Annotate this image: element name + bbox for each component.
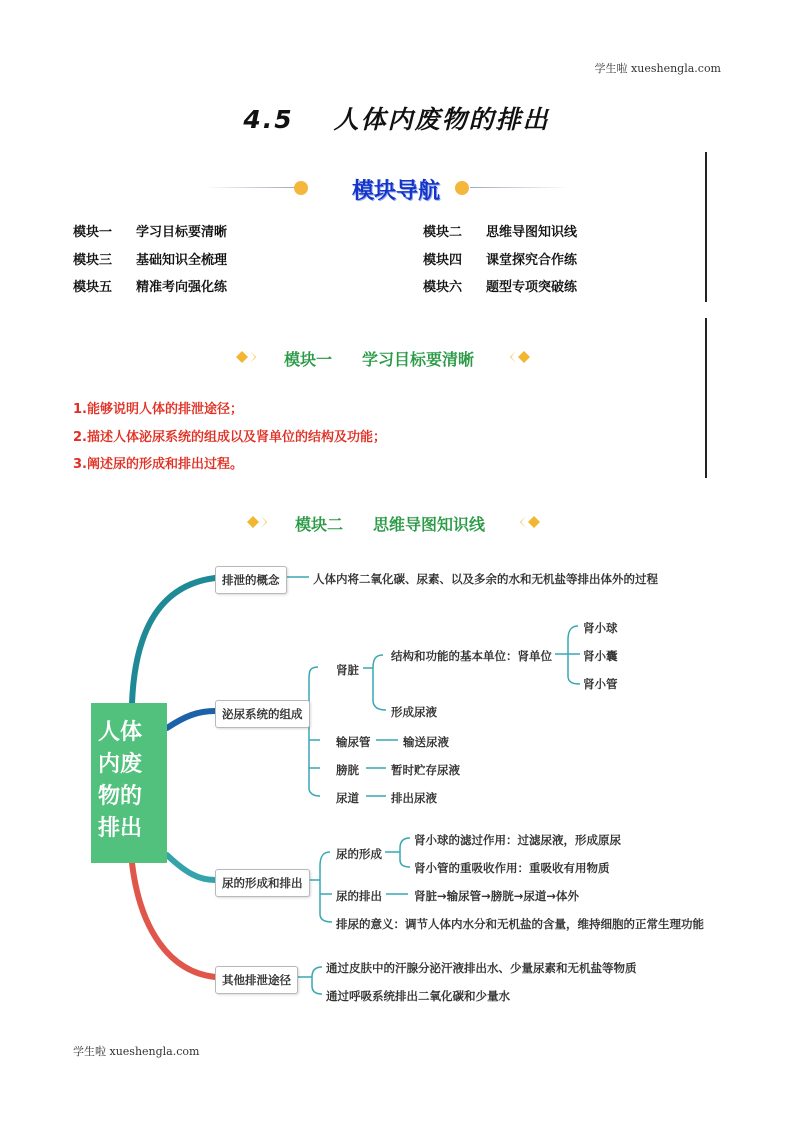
b3-reabsorb: 肾小管的重吸收作用：重吸收有用物质 <box>414 861 610 875</box>
branch-1-curve <box>132 578 215 703</box>
section1-title: 学习目标要清晰 <box>362 350 475 369</box>
mindmap-center-node <box>91 703 167 863</box>
b2-kidney: 肾脏 <box>336 663 359 677</box>
nav-item-tag: 模块二 <box>423 225 463 240</box>
goal-3: 3.阐述尿的形成和排出过程。 <box>73 457 243 472</box>
b2-unit-part-3: 肾小管 <box>583 677 618 691</box>
nav-item-label: 基础知识全梳理 <box>136 253 228 268</box>
nav-item-label: 学习目标要清晰 <box>136 225 228 240</box>
kidney-bracket <box>363 655 386 710</box>
b3-path: 肾脏→输尿管→膀胱→尿道→体外 <box>414 889 580 903</box>
b3-bracket <box>306 852 332 922</box>
b3-formation: 尿的形成 <box>336 847 382 861</box>
nav-title: 模块导航 <box>351 179 440 204</box>
nav-item-label: 课堂探究合作练 <box>486 253 578 268</box>
b2-unit-part-2: 肾小囊 <box>583 649 618 663</box>
b4-breath: 通过呼吸系统排出二氧化碳和少量水 <box>326 989 510 1003</box>
section2-tag: 模块二 <box>295 515 344 534</box>
center-line-2: 内废 <box>98 752 143 777</box>
branch-2-curve <box>167 711 215 728</box>
b2-unit: 结构和功能的基本单位：肾单位 <box>391 649 552 663</box>
nav-item-tag: 模块五 <box>73 280 113 295</box>
b1-label-box: 排泄的概念 <box>215 566 287 594</box>
nav-item-tag: 模块四 <box>423 253 463 268</box>
b2-bladder-fn: 暂时贮存尿液 <box>391 763 460 777</box>
b2-urethra: 尿道 <box>336 791 359 805</box>
b2-label-box: 泌尿系统的组成 <box>215 700 310 728</box>
b3-label-box: 尿的形成和排出 <box>215 869 310 897</box>
chapter-number: 4.5 <box>243 105 294 134</box>
nav-item-tag: 模块三 <box>73 253 113 268</box>
goal-2: 2.描述人体泌尿系统的组成以及肾单位的结构及功能； <box>73 430 386 445</box>
goal-1: 1.能够说明人体的排泄途径； <box>73 402 243 417</box>
nav-item-label: 精准考向强化练 <box>136 280 228 295</box>
b4-bracket <box>296 967 322 994</box>
section1-tag: 模块一 <box>284 350 333 369</box>
unit-bracket <box>555 626 580 684</box>
b4-label-box: 其他排泄途径 <box>215 966 298 994</box>
b2-bladder: 膀胱 <box>336 763 359 777</box>
chapter-title: 人体内废物的排出 <box>333 105 550 134</box>
center-line-1: 人体 <box>98 720 143 745</box>
b3-discharge: 尿的排出 <box>336 889 382 903</box>
b2-ureter: 输尿管 <box>336 735 371 749</box>
nav-item-label: 题型专项突破练 <box>486 280 578 295</box>
section2-title: 思维导图知识线 <box>373 515 486 534</box>
formation-bracket <box>385 838 410 867</box>
b3-meaning: 排尿的意义：调节人体内水分和无机盐的含量，维持细胞的正常生理功能 <box>336 917 704 931</box>
header-site-text: 学生啦 xueshengla.com <box>594 62 721 75</box>
nav-item-label: 思维导图知识线 <box>486 225 578 240</box>
b2-urethra-fn: 排出尿液 <box>391 791 437 805</box>
nav-item-tag: 模块六 <box>423 280 463 295</box>
b2-unit-part-1: 肾小球 <box>583 621 618 635</box>
b1-desc: 人体内将二氧化碳、尿素、以及多余的水和无机盐等排出体外的过程 <box>313 572 658 586</box>
nav-item-tag: 模块一 <box>73 225 113 240</box>
footer-site-text: 学生啦 xueshengla.com <box>73 1045 200 1058</box>
b2-ureter-fn: 输送尿液 <box>403 735 449 749</box>
b4-skin: 通过皮肤中的汗腺分泌汗液排出水、少量尿素和无机盐等物质 <box>326 961 637 975</box>
center-line-3: 物的 <box>98 784 143 809</box>
center-line-4: 排出 <box>98 816 143 841</box>
b2-form: 形成尿液 <box>391 705 437 719</box>
branch-3-curve <box>167 855 215 880</box>
b2-bracket <box>306 667 320 796</box>
b3-filter: 肾小球的滤过作用：过滤尿液，形成原尿 <box>414 833 621 847</box>
